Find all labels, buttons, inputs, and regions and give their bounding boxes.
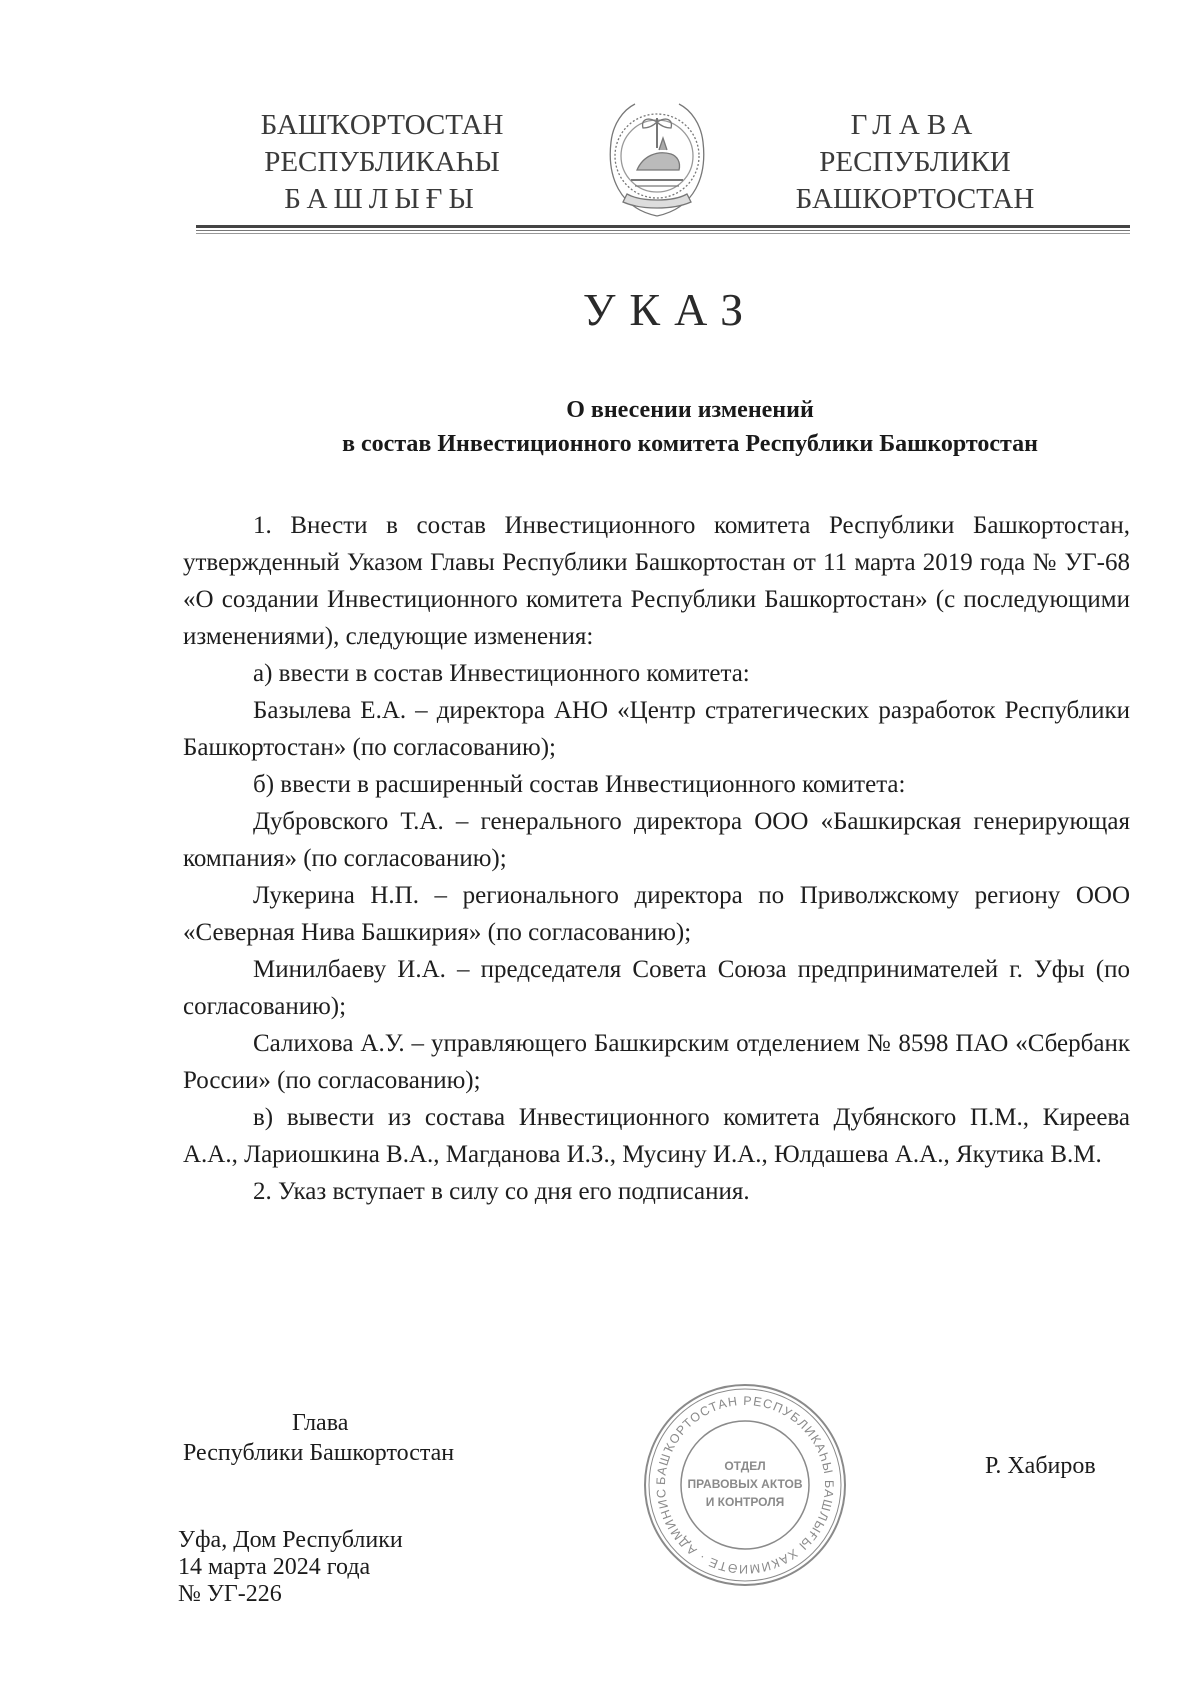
- issue-place: Уфа, Дом Республики: [178, 1527, 403, 1553]
- header-right-line-1: ГЛАВА: [850, 109, 980, 141]
- document-subject: [250, 393, 1130, 461]
- signatory-title: [183, 1408, 503, 1468]
- document-footer: [178, 1527, 403, 1608]
- header-left-line-3: БАШЛЫҒЫ: [284, 183, 480, 215]
- header-right-line-3: БАШКОРТОСТАН: [795, 183, 1035, 215]
- document-title: УКАЗ: [582, 284, 758, 335]
- header-left-line-2: РЕСПУБЛИКАҺЫ: [264, 146, 500, 178]
- signatory-title-line-1: Глава: [292, 1410, 349, 1436]
- paragraph-1: 1. Внести в состав Инвестиционного комитета Республики Башкортостан, утвержденный Указом Главы Республики Башкортостан от 11 марта 2019 года № УГ-68 «О создании Инвестиционного комитета Республики Башкортостан» (с последующими изменениями), следующие изменения:: [183, 512, 1130, 650]
- stamp-center-line-2: ПРАВОВЫХ АКТОВ: [687, 1477, 803, 1491]
- header-divider: [196, 225, 1130, 228]
- paragraph-a: а) ввести в состав Инвестиционного комитета:: [253, 660, 750, 687]
- header-divider-thin: [196, 230, 1130, 231]
- paragraph-b: б) ввести в расширенный состав Инвестиционного комитета:: [253, 771, 906, 798]
- header-left-line-1: БАШҠОРТОСТАН: [260, 109, 504, 141]
- stamp-center-line-3: И КОНТРОЛЯ: [705, 1495, 785, 1509]
- paragraph-bazylev: Базылева Е.А. – директора АНО «Центр стратегических разработок Республики Башкортостан» (по согласованию);: [183, 697, 1130, 761]
- header-divider-thin-2: [196, 233, 1130, 234]
- paragraph-lukerin: Лукерина Н.П. – регионального директора по Приволжскому региону ООО «Северная Нива Башкирия» (по согласованию);: [183, 882, 1130, 946]
- subject-line-2: в состав Инвестиционного комитета Республики Башкортостан: [342, 431, 1038, 457]
- signatory-title-line-2: Республики Башкортостан: [183, 1440, 455, 1466]
- stamp-center-line-1: ОТДЕЛ: [724, 1459, 766, 1473]
- bashkortostan-coat-of-arms-icon: [601, 98, 713, 222]
- header-right-block: [750, 107, 1080, 218]
- header-right-line-2: РЕСПУБЛИКИ: [819, 146, 1011, 178]
- paragraph-minilbaeva: Минилбаеву И.А. – председателя Совета Союза предпринимателей г. Уфы (по согласованию);: [183, 956, 1130, 1020]
- decree-number: № УГ-226: [178, 1581, 282, 1607]
- signatory-name: Р. Хабиров: [985, 1453, 1096, 1479]
- paragraph-salikhov: Салихова А.У. – управляющего Башкирским отделением № 8598 ПАО «Сбербанк России» (по согласованию);: [183, 1030, 1130, 1094]
- stamp-ring-text: БАШҠОРТОСТАН РЕСПУБЛИКАҺЫ БАШЛЫҒЫ ХАКИМИӘТЕ · АДМИНИС: [653, 1393, 837, 1577]
- subject-line-1: О внесении изменений: [566, 397, 814, 423]
- issue-date: 14 марта 2024 года: [178, 1554, 371, 1580]
- header-left-block: [232, 107, 532, 218]
- official-stamp: [640, 1380, 850, 1590]
- document-body: [183, 507, 1130, 1210]
- paragraph-v: в) вывести из состава Инвестиционного комитета Дубянского П.М., Киреева А.А., Лариошкина В.А., Магданова И.З., Мусину И.А., Юлдашева А.А., Якутика В.М.: [183, 1104, 1130, 1168]
- paragraph-dubrovsky: Дубровского Т.А. – генерального директора ООО «Башкирская генерирующая компания» (по согласованию);: [183, 808, 1130, 872]
- paragraph-2: 2. Указ вступает в силу со дня его подписания.: [253, 1178, 750, 1205]
